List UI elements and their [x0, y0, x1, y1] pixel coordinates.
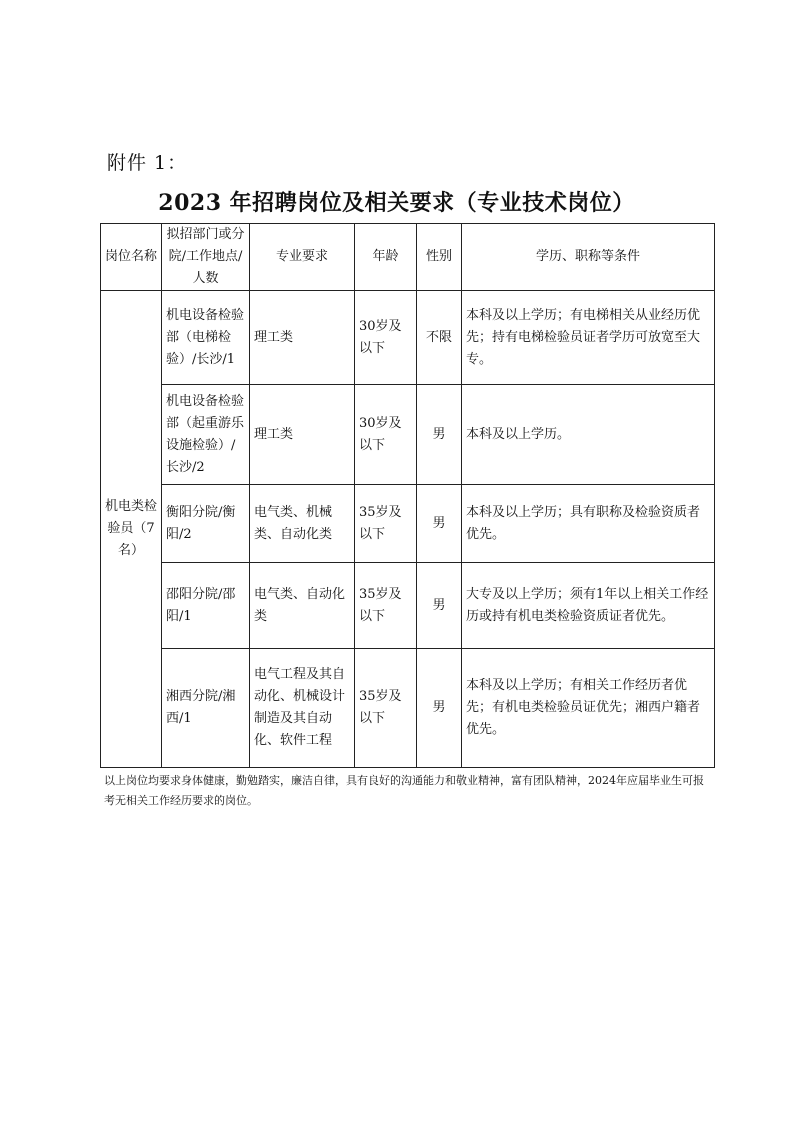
- table-row: [101, 649, 715, 768]
- age-cell: 35岁及以下: [355, 563, 417, 649]
- age-cell: 30岁及以下: [355, 291, 417, 385]
- table-row: [101, 485, 715, 563]
- department-cell: 湘西分院/湘西/1: [162, 649, 250, 768]
- major-cell: 理工类: [250, 291, 355, 385]
- header-major: 专业要求: [250, 224, 355, 291]
- conditions-cell: 本科及以上学历；有电梯相关从业经历优先；持有电梯检验员证者学历可放宽至大专。: [462, 291, 715, 385]
- position-name-cell: 机电类检验员（7名）: [101, 291, 162, 768]
- conditions-cell: 本科及以上学历；有相关工作经历者优先；有机电类检验员证优先；湘西户籍者优先。: [462, 649, 715, 768]
- gender-cell: 男: [417, 649, 462, 768]
- header-conditions: 学历、职称等条件: [462, 224, 715, 291]
- table-row: [101, 291, 715, 385]
- gender-cell: 男: [417, 563, 462, 649]
- department-cell: 机电设备检验部（起重游乐设施检验）/长沙/2: [162, 385, 250, 485]
- table-header-row: [101, 224, 715, 291]
- table-row: [101, 385, 715, 485]
- table-row: [101, 563, 715, 649]
- age-cell: 35岁及以下: [355, 649, 417, 768]
- age-cell: 30岁及以下: [355, 385, 417, 485]
- gender-cell: 男: [417, 385, 462, 485]
- conditions-cell: 本科及以上学历。: [462, 385, 715, 485]
- department-cell: 邵阳分院/邵阳/1: [162, 563, 250, 649]
- gender-cell: 男: [417, 485, 462, 563]
- major-cell: 电气类、机械类、自动化类: [250, 485, 355, 563]
- requirements-table: [100, 223, 715, 768]
- conditions-cell: 大专及以上学历；须有1年以上相关工作经历或持有机电类检验资质证者优先。: [462, 563, 715, 649]
- gender-cell: 不限: [417, 291, 462, 385]
- header-position: 岗位名称: [101, 224, 162, 291]
- header-age: 年龄: [355, 224, 417, 291]
- major-cell: 电气类、自动化类: [250, 563, 355, 649]
- age-cell: 35岁及以下: [355, 485, 417, 563]
- department-cell: 机电设备检验部（电梯检验）/长沙/1: [162, 291, 250, 385]
- department-cell: 衡阳分院/衡阳/2: [162, 485, 250, 563]
- page-title: 2023 年招聘岗位及相关要求（专业技术岗位）: [158, 190, 635, 216]
- conditions-cell: 本科及以上学历；具有职称及检验资质者优先。: [462, 485, 715, 563]
- major-cell: 理工类: [250, 385, 355, 485]
- attachment-label: 附件 1：: [107, 152, 188, 174]
- header-gender: 性别: [417, 224, 462, 291]
- footnote: 以上岗位均要求身体健康，勤勉踏实，廉洁自律，具有良好的沟通能力和敬业精神，富有团队精神，2024年应届毕业生可报考无相关工作经历要求的岗位。: [104, 774, 704, 807]
- header-department: 拟招部门或分院/工作地点/人数: [162, 224, 250, 291]
- major-cell: 电气工程及其自动化、机械设计制造及其自动化、软件工程: [250, 649, 355, 768]
